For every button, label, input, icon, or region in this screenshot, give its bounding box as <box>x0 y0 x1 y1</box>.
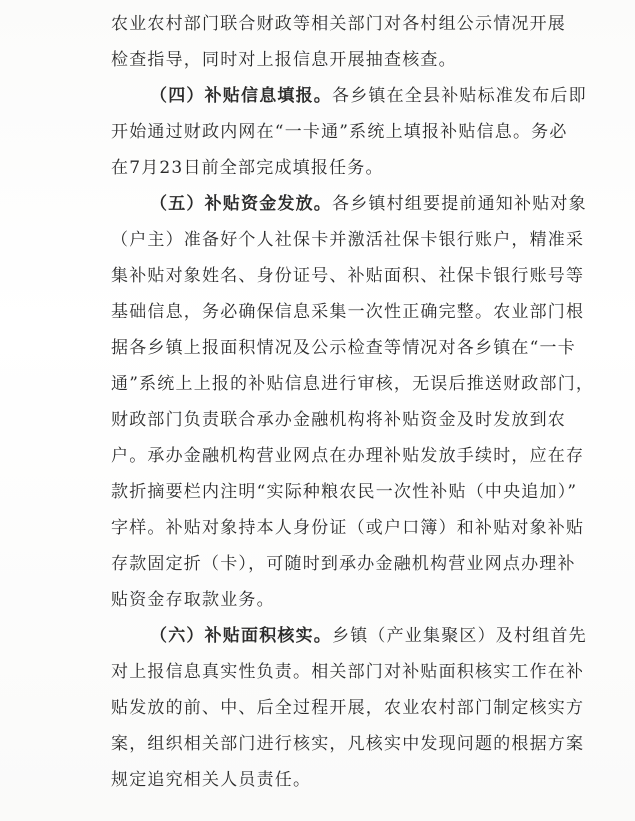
text-line: 基础信息，务必确保信息采集一次性正确完整。农业部门根 <box>111 302 585 322</box>
text-line: 存款固定折（卡），可随时到承办金融机构营业网点办理补 <box>111 554 576 574</box>
text-line: 字样。补贴对象持本人身份证（或户口簿）和补贴对象补贴 <box>111 518 585 538</box>
text-line: 集补贴对象姓名、身份证号、补贴面积、社保卡银行账号等 <box>111 266 585 286</box>
section-text: 各乡镇在全县补贴标准发布后即 <box>332 86 587 106</box>
section-6-line <box>150 626 587 648</box>
section-text: 乡镇（产业集聚区）及村组首先 <box>332 626 587 646</box>
text-line: 对上报信息真实性负责。相关部门对补贴面积核实工作在补 <box>111 662 585 682</box>
text-line: （户主）准备好个人社保卡并激活社保卡银行账户，精准采 <box>111 230 585 250</box>
section-5-line <box>150 194 587 216</box>
section-heading: （五）补贴资金发放。 <box>150 194 332 214</box>
text-line: 开始通过财政内网在“一卡通”系统上填报补贴信息。务必 <box>111 122 568 142</box>
text-line: 贴发放的前、中、后全过程开展，农业农村部门制定核实方 <box>111 698 585 718</box>
text-line: 户。承办金融机构营业网点在办理补贴发放手续时，应在存 <box>111 446 585 466</box>
text-line: 案，组织相关部门进行核实，凡核实中发现问题的根据方案 <box>111 734 585 754</box>
section-4-line <box>150 86 587 108</box>
text-line: 在7月23日前全部完成填报任务。 <box>111 158 384 178</box>
text-line: 款折摘要栏内注明“实际种粮农民一次性补贴（中央追加）” <box>111 482 578 502</box>
text-line: 贴资金存取款业务。 <box>111 590 275 610</box>
text-line: 财政部门负责联合承办金融机构将补贴资金及时发放到农 <box>111 410 566 430</box>
text-line: 农业农村部门联合财政等相关部门对各村组公示情况开展 <box>111 14 566 34</box>
section-heading: （六）补贴面积核实。 <box>150 626 332 646</box>
section-heading: （四）补贴信息填报。 <box>150 86 332 106</box>
section-text: 各乡镇村组要提前通知补贴对象 <box>332 194 587 214</box>
text-line: 据各乡镇上报面积情况及公示检查等情况对各乡镇在“一卡 <box>111 338 576 358</box>
text-line: 检查指导，同时对上报信息开展抽查核查。 <box>111 50 457 70</box>
text-line: 通”系统上上报的补贴信息进行审核，无误后推送财政部门， <box>111 374 595 394</box>
text-line: 规定追究相关人员责任。 <box>111 770 312 790</box>
